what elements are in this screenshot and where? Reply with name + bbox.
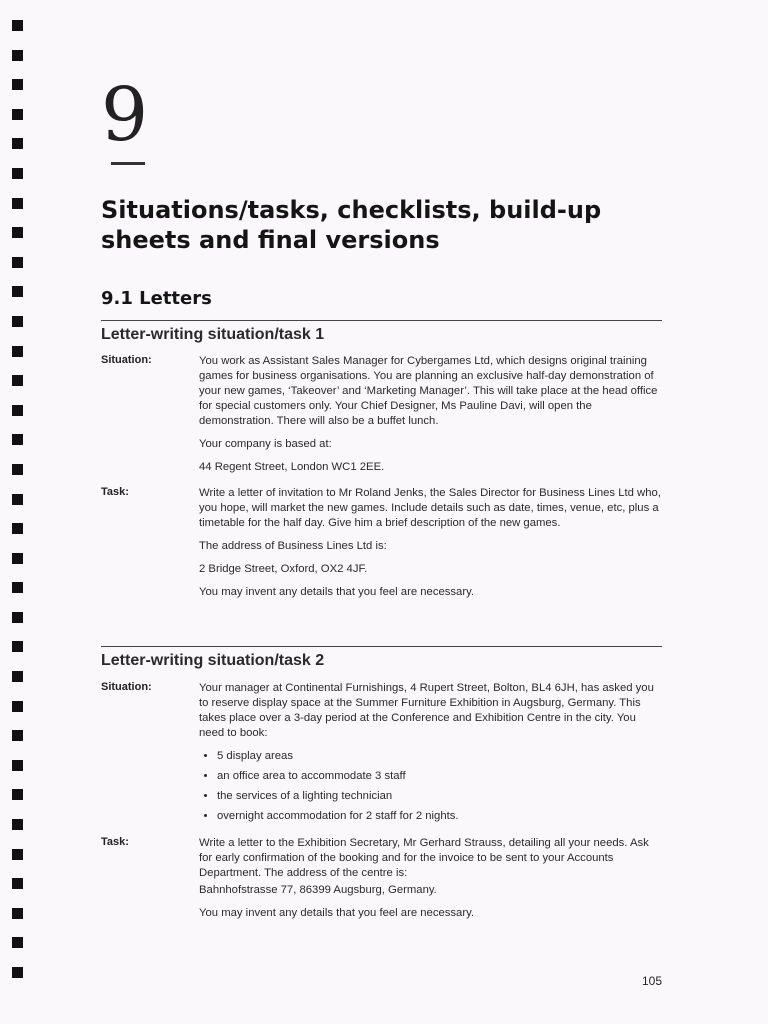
list-item: • 5 display areas [217, 749, 661, 764]
chapter-number: 9 [101, 72, 149, 158]
situation-label: Situation: [101, 354, 152, 366]
list-item: • an office area to accommodate 3 staff [217, 769, 661, 784]
task-label: Task: [101, 486, 129, 498]
situation-body [199, 354, 661, 483]
list-item: • the services of a lighting technician [217, 789, 661, 804]
task-text: Write a letter of invitation to Mr Roland Jenks, the Sales Director for Business Lines Ltd who, you hope, will market the new games. Include details such as date, times, venue, etc, plus a timetable for the half day. Give him a brief description of the new games. [199, 487, 661, 529]
centre-address: Bahnhofstrasse 77, 86399 Augsburg, Germany. [199, 884, 437, 896]
page-number: 105 [642, 974, 663, 988]
task-text: Write a letter to the Exhibition Secretary, Mr Gerhard Strauss, detailing all your needs. Ask for early confirmation of the booking and for the invoice to be sent to your Accounts Department. The address of the centre is: [199, 837, 649, 879]
situation-text: You work as Assistant Sales Manager for Cybergames Ltd, which designs original training games for business organisations. You are planning an exclusive half-day demonstration of your new games, ‘Takeover’ and ‘Marketing Manager’. This will take place at the head office for special customers only. Your Chief Designer, Ms Pauline Davi, will open the demonstration. There will also be a buffet lunch. [199, 355, 658, 427]
task-divider-rule [101, 646, 662, 647]
situation-body [199, 681, 661, 829]
chapter-title: Situations/tasks, checklists, build-up sheets and final versions [101, 196, 602, 254]
recipient-address: 2 Bridge Street, Oxford, OX2 4JF. [199, 563, 368, 575]
task-body [199, 486, 661, 608]
spiral-binding [12, 20, 24, 997]
address-intro: The address of Business Lines Ltd is: [199, 540, 387, 552]
company-address: 44 Regent Street, London WC1 2EE. [199, 461, 385, 473]
list-item: • overnight accommodation for 2 staff for 2 nights. [217, 809, 661, 824]
task1-heading: Letter-writing situation/task 1 [101, 326, 325, 343]
chapter-number-underline [111, 162, 145, 165]
invent-note: You may invent any details that you feel are necessary. [199, 907, 475, 919]
section-title: 9.1 Letters [101, 288, 212, 309]
task-label: Task: [101, 836, 129, 848]
task2-heading: Letter-writing situation/task 2 [101, 652, 325, 669]
situation-text: Your manager at Continental Furnishings, 4 Rupert Street, Bolton, BL4 6JH, has asked you to reserve display space at the Summer Furniture Exhibition in Augsburg, Germany. This takes place over a 3-day period at the Conference and Exhibition Centre in the city. You need to book: [199, 682, 654, 739]
company-based-text: Your company is based at: [199, 438, 332, 450]
section-rule [101, 320, 662, 321]
task-body [199, 836, 661, 929]
situation-label: Situation: [101, 681, 152, 693]
booking-list [199, 749, 661, 824]
invent-note: You may invent any details that you feel are necessary. [199, 586, 475, 598]
